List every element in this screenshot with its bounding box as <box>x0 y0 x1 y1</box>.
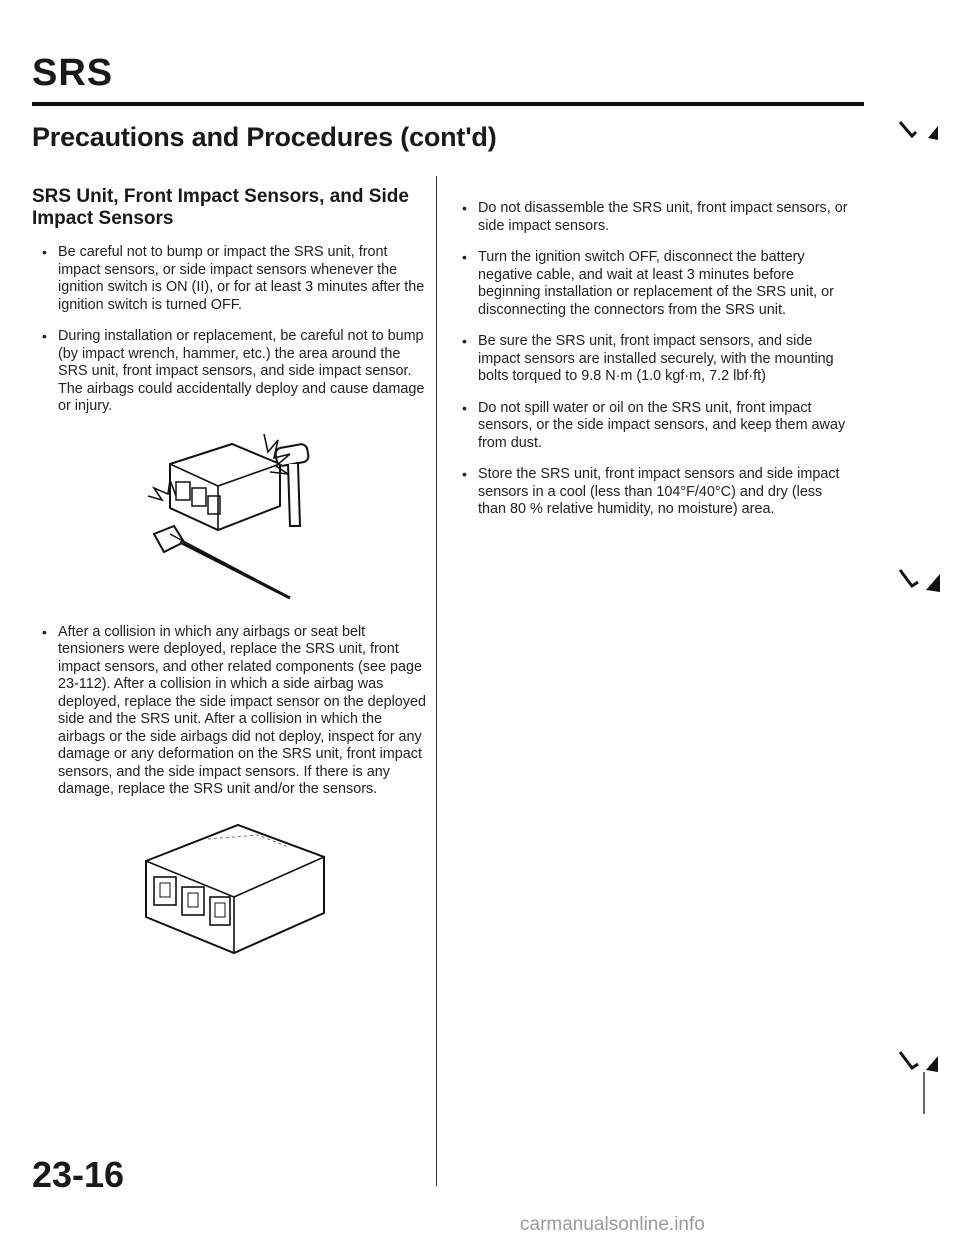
srs-unit-illustration <box>128 817 338 967</box>
list-item: • After a collision in which any airbags or seat belt tensioners were deployed, replace the SRS unit, front impact sensors, and other related components (see page 23-112). After a collision in which a side airbag was deployed, replace the side impact sensor on the deployed side and the SRS unit. After a collision in which the airbags or the side airbags did not deploy, inspect for any damage or any deformation on the SRS unit, front impact sensors, and the side impact sensors. If there is any damage, replace the SRS unit and/or the sensors. <box>42 623 427 797</box>
header-rule <box>32 102 864 106</box>
left-column <box>32 186 428 967</box>
srs-unit-impact-illustration <box>140 430 330 606</box>
left-bullet-list-2 <box>32 624 428 799</box>
margin-mark-icon <box>898 1048 942 1116</box>
page-number: 23-16 <box>32 1154 125 1195</box>
left-bullet-list <box>32 244 428 416</box>
margin-mark-icon <box>898 118 942 144</box>
column-divider <box>436 176 437 1186</box>
page-title: Precautions and Procedures (cont'd) <box>32 122 497 152</box>
list-item: • Do not spill water or oil on the SRS unit, front impact sensors, or the side impact sensors, and keep them away from dust. <box>462 399 846 451</box>
right-column <box>452 200 850 533</box>
list-item: • Turn the ignition switch OFF, disconnect the battery negative cable, and wait at least 3 minutes before beginning installation or replacement of the SRS unit, or disconnecting the connectors from the SRS unit. <box>462 249 834 318</box>
right-bullet-list <box>452 200 850 519</box>
subsection-title: SRS Unit, Front Impact Sensors, and Side Impact Sensors <box>32 186 409 229</box>
list-item: • Store the SRS unit, front impact sensors and side impact sensors in a cool (less than 104°F/40°C) and dry (less than 80 % relative humidity, no moisture) area. <box>462 466 840 517</box>
margin-mark-icon <box>898 566 942 596</box>
watermark-link[interactable]: carmanualsonline.info <box>520 1214 705 1235</box>
section-tag: SRS <box>32 52 114 94</box>
list-item: • Be sure the SRS unit, front impact sensors, and side impact sensors are installed securely, with the mounting bolts torqued to 9.8 N·m (1.0 kgf·m, 7.2 lbf·ft) <box>462 333 834 384</box>
list-item: • Be careful not to bump or impact the SRS unit, front impact sensors, or side impact sensors whenever the ignition switch is ON (II), or for at least 3 minutes after the ignition switch is turned OFF. <box>42 244 425 313</box>
list-item: • Do not disassemble the SRS unit, front impact sensors, or side impact sensors. <box>462 200 848 234</box>
list-item: • During installation or replacement, be careful not to bump (by impact wrench, hammer, etc.) the area around the SRS unit, front impact sensors, and side impact sensor. The airbags could accidentally deploy and cause damage or injury. <box>42 328 425 414</box>
